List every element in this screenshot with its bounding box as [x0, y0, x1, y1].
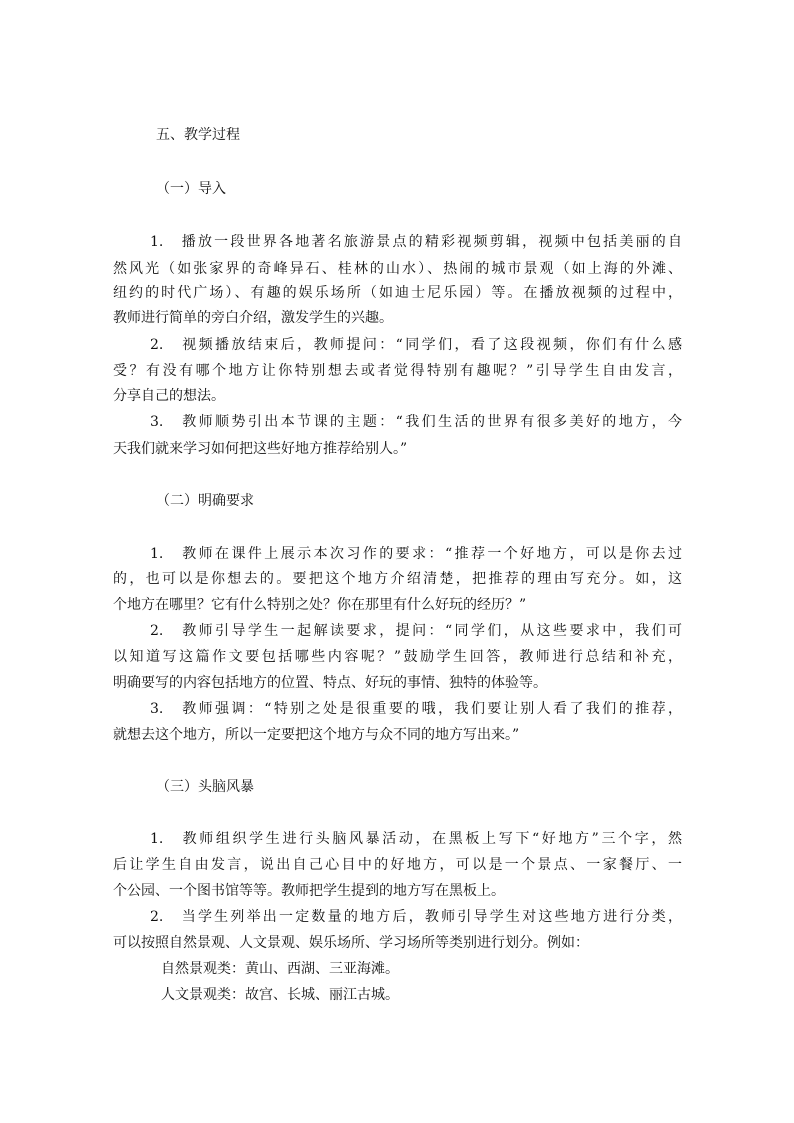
section-heading: 五、教学过程	[156, 127, 240, 143]
paragraph-line: 1. 播放一段世界各地著名旅游景点的精彩视频剪辑，视频中包括美丽的自	[150, 234, 682, 250]
paragraph-line: 明确要写的内容包括地方的位置、特点、好玩的事情、独特的体验等。	[113, 675, 547, 691]
paragraph-line: 2. 视频播放结束后，教师提问：“同学们，看了这段视频，你们有什么感	[150, 337, 682, 353]
example-cultural-landscapes: 人文景观类：故宫、长城、丽江古城。	[161, 987, 399, 1003]
paragraph-line: 2. 教师引导学生一起解读要求，提问：“同学们，从这些要求中，我们可	[150, 623, 682, 639]
subsection-heading-intro: （一）导入	[156, 181, 226, 197]
paragraph-line: 以知道写这篇作文要包括哪些内容呢？”鼓励学生回答，教师进行总结和补充，	[113, 649, 682, 665]
paragraph-line: 个公园、一个图书馆等等。教师把学生提到的地方写在黑板上。	[113, 883, 505, 899]
paragraph-line: 受？有没有哪个地方让你特别想去或者觉得特别有趣呢？”引导学生自由发言，	[113, 363, 682, 379]
subsection-heading-requirements: （二）明确要求	[156, 493, 254, 509]
paragraph-line: 3. 教师强调：“特别之处是很重要的哦，我们要让别人看了我们的推荐，	[150, 701, 682, 717]
paragraph-line: 纽约的时代广场）、有趣的娱乐场所（如迪士尼乐园）等。在播放视频的过程中，	[113, 285, 682, 301]
subsection-heading-brainstorm: （三）头脑风暴	[156, 779, 254, 795]
paragraph-line: 的，也可以是你想去的。要把这个地方介绍清楚，把推荐的理由写充分。如，这	[113, 571, 682, 587]
paragraph-line: 可以按照自然景观、人文景观、娱乐场所、学习场所等类别进行划分。例如：	[113, 935, 589, 951]
paragraph-line: 3. 教师顺势引出本节课的主题：“我们生活的世界有很多美好的地方，今	[150, 414, 682, 430]
paragraph-line: 2. 当学生列举出一定数量的地方后，教师引导学生对这些地方进行分类，	[150, 909, 682, 925]
paragraph-line: 个地方在哪里？它有什么特别之处？你在那里有什么好玩的经历？”	[113, 597, 527, 613]
paragraph-line: 天我们就来学习如何把这些好地方推荐给别人。”	[113, 441, 408, 457]
paragraph-line: 教师进行简单的旁白介绍，激发学生的兴趣。	[113, 310, 393, 326]
paragraph-line: 后让学生自由发言，说出自己心目中的好地方，可以是一个景点、一家餐厅、一	[113, 857, 682, 873]
example-natural-landscapes: 自然景观类：黄山、西湖、三亚海滩。	[161, 961, 399, 977]
paragraph-line: 1. 教师组织学生进行头脑风暴活动，在黑板上写下“好地方”三个字，然	[150, 831, 682, 847]
paragraph-line: 1. 教师在课件上展示本次习作的要求：“推荐一个好地方，可以是你去过	[150, 546, 682, 562]
paragraph-line: 分享自己的想法。	[113, 388, 225, 404]
paragraph-line: 就想去这个地方，所以一定要把这个地方与众不同的地方写出来。”	[113, 727, 520, 743]
paragraph-line: 然风光（如张家界的奇峰异石、桂林的山水）、热闹的城市景观（如上海的外滩、	[113, 261, 682, 277]
